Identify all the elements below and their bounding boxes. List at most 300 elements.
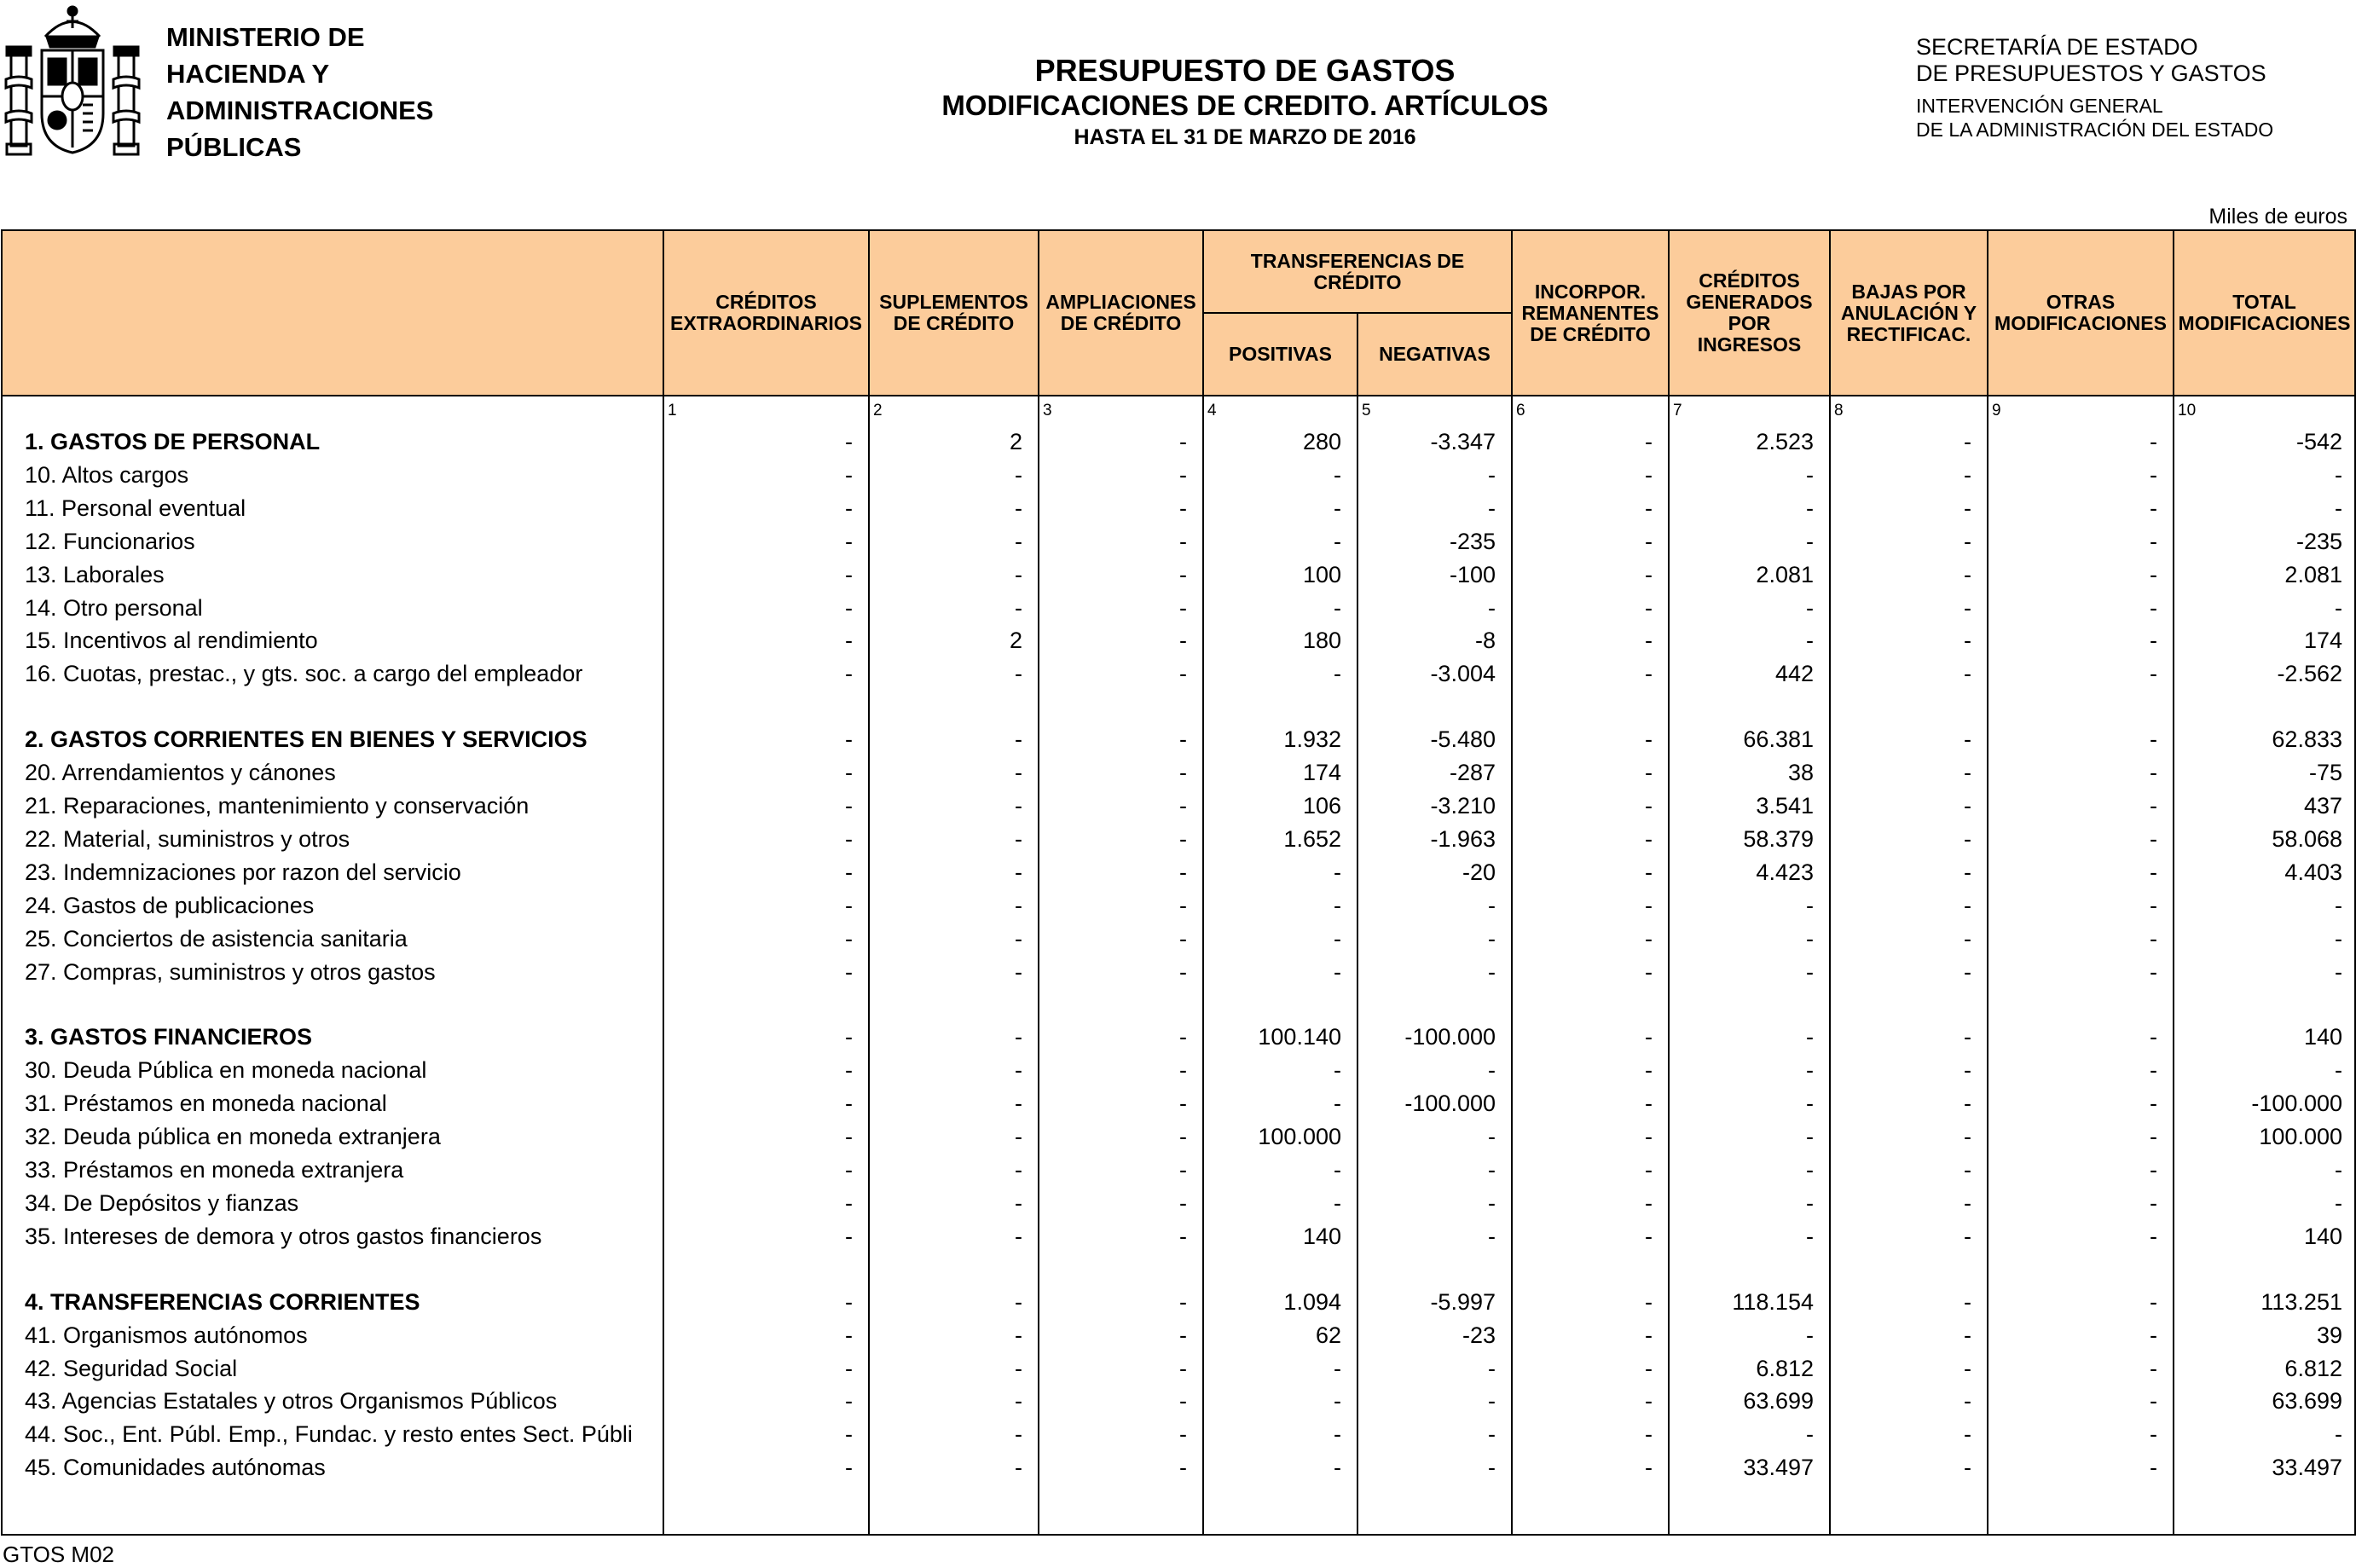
column-9-values: [1988, 396, 2174, 1535]
table-cell: -: [1488, 461, 1496, 488]
table-cell: 180: [1302, 628, 1341, 654]
row-label: 31. Préstamos en moneda nacional: [25, 1091, 387, 1117]
col-header-8: BAJAS POR ANULACIÓN Y RECTIFICAC.: [1830, 230, 1988, 396]
table-cell: -: [2150, 661, 2157, 687]
table-cell: -: [1964, 892, 1971, 918]
table-cell: -: [1806, 1223, 1814, 1249]
table-cell: -: [1645, 892, 1653, 918]
table-cell: -: [1334, 925, 1341, 952]
secretaria-line-2: DE PRESUPUESTOS Y GASTOS: [1916, 61, 2266, 86]
table-cell: -: [2335, 594, 2342, 621]
table-cell: -: [2335, 495, 2342, 521]
table-cell: -: [1806, 1421, 1814, 1448]
row-label: 24. Gastos de publicaciones: [25, 892, 315, 918]
table-cell: -: [1488, 1057, 1496, 1084]
column-number: 3: [1043, 402, 1052, 419]
table-cell: -: [1964, 1223, 1971, 1249]
table-cell: -: [845, 958, 853, 985]
row-label: 21. Reparaciones, mantenimiento y conservación: [25, 793, 530, 819]
table-cell: -: [1964, 925, 1971, 952]
table-cell: -: [1964, 1322, 1971, 1348]
table-cell: -: [2150, 1223, 2157, 1249]
table-cell: -: [1179, 561, 1187, 587]
table-cell: -: [1645, 1388, 1653, 1415]
table-cell: 58.379: [1743, 825, 1814, 852]
table-cell: -: [1334, 495, 1341, 521]
row-label: 45. Comunidades autónomas: [25, 1455, 326, 1481]
table-cell: -: [1964, 561, 1971, 587]
table-cell: -: [1488, 1355, 1496, 1381]
table-cell: -: [1334, 1091, 1341, 1117]
intervencion-line-1: INTERVENCIÓN GENERAL: [1916, 95, 2163, 117]
table-cell: -: [1179, 1421, 1187, 1448]
table-cell: -: [1645, 1157, 1653, 1183]
table-cell: -: [1334, 1421, 1341, 1448]
table-cell: -: [1806, 1124, 1814, 1150]
table-cell: -: [1964, 726, 1971, 753]
table-cell: -: [845, 892, 853, 918]
col-header-10: TOTAL MODIFICACIONES: [2174, 230, 2355, 396]
table-cell: -: [1964, 958, 1971, 985]
table-cell: -: [1964, 825, 1971, 852]
table-cell: 39: [2316, 1322, 2342, 1348]
table-cell: -: [845, 1157, 853, 1183]
table-cell: -: [1964, 793, 1971, 819]
column-number: 2: [873, 402, 883, 419]
ministry-line-2: HACIENDA Y: [166, 59, 330, 89]
table-cell: 33.497: [2272, 1455, 2342, 1481]
table-cell: 442: [1774, 661, 1814, 687]
table-cell: -: [1179, 1322, 1187, 1348]
table-cell: -100: [1449, 561, 1496, 587]
table-cell: 3.541: [1756, 793, 1814, 819]
col-header-5: NEGATIVAS: [1357, 313, 1512, 396]
table-cell: -: [1488, 1388, 1496, 1415]
table-cell: -5.997: [1430, 1288, 1496, 1315]
table-cell: -: [1964, 1288, 1971, 1315]
table-cell: -: [1964, 1421, 1971, 1448]
row-label: 16. Cuotas, prestac., y gts. soc. a cargo del empleador: [25, 661, 583, 687]
table-cell: -: [1488, 1223, 1496, 1249]
table-cell: -: [2150, 925, 2157, 952]
table-cell: -: [2150, 1189, 2157, 1216]
row-label: 42. Seguridad Social: [25, 1355, 238, 1381]
table-cell: -: [1179, 1024, 1187, 1050]
table-cell: -: [1645, 1091, 1653, 1117]
table-cell: -: [2150, 1057, 2157, 1084]
table-cell: 58.068: [2272, 825, 2342, 852]
table-cell: -: [1645, 1124, 1653, 1150]
table-cell: -: [845, 925, 853, 952]
table-cell: -: [1806, 594, 1814, 621]
column-5-values: [1357, 396, 1512, 1535]
table-cell: -: [1964, 1355, 1971, 1381]
table-cell: -: [1645, 528, 1653, 554]
table-cell: -: [1964, 1455, 1971, 1481]
row-label: 10. Altos cargos: [25, 461, 189, 488]
table-cell: -: [845, 495, 853, 521]
table-cell: -: [1179, 726, 1187, 753]
row-label: 23. Indemnizaciones por razon del servicio: [25, 859, 461, 885]
table-cell: 6.812: [1756, 1355, 1814, 1381]
table-cell: -: [2150, 628, 2157, 654]
row-label: 44. Soc., Ent. Públ. Emp., Fundac. y resto entes Sect. Públi: [25, 1421, 633, 1448]
table-cell: -: [2150, 1091, 2157, 1117]
table-cell: -: [1015, 1024, 1022, 1050]
column-number: 5: [1362, 402, 1371, 419]
table-cell: 280: [1302, 429, 1341, 454]
table-cell: -: [1645, 1455, 1653, 1481]
row-label: 22. Material, suministros y otros: [25, 825, 350, 852]
row-label: 43. Agencias Estatales y otros Organismos Públicos: [25, 1388, 558, 1415]
table-cell: -: [1334, 1455, 1341, 1481]
table-cell: 38: [1787, 760, 1814, 786]
table-cell: -: [1964, 1189, 1971, 1216]
table-cell: -: [1015, 1288, 1022, 1315]
table-cell: -: [1964, 1091, 1971, 1117]
coat-of-arms-icon: [4, 3, 141, 165]
row-label: 13. Laborales: [25, 561, 165, 587]
table-cell: -: [1179, 628, 1187, 654]
table-cell: -: [1015, 1057, 1022, 1084]
table-cell: -: [1645, 661, 1653, 687]
table-cell: -: [2335, 958, 2342, 985]
table-cell: -: [1488, 1455, 1496, 1481]
table-cell: -: [1015, 1455, 1022, 1481]
table-cell: -: [1015, 461, 1022, 488]
table-cell: -: [1015, 925, 1022, 952]
table-cell: -: [845, 528, 853, 554]
table-cell: -: [845, 760, 853, 786]
ministry-line-1: MINISTERIO DE: [166, 22, 365, 52]
table-cell: -: [845, 1455, 853, 1481]
table-cell: -: [1179, 1223, 1187, 1249]
table-cell: -: [2335, 1057, 2342, 1084]
table-cell: -: [2335, 1421, 2342, 1448]
table-cell: -: [1488, 1421, 1496, 1448]
table-cell: -: [2150, 561, 2157, 587]
table-cell: -: [2335, 1157, 2342, 1183]
table-cell: -: [1015, 793, 1022, 819]
row-label: 32. Deuda pública en moneda extranjera: [25, 1124, 441, 1150]
table-cell: -: [1488, 1189, 1496, 1216]
table-cell: -: [2150, 1157, 2157, 1183]
table-cell: -: [1964, 859, 1971, 885]
column-6-values: [1512, 396, 1669, 1535]
table-cell: -: [1645, 859, 1653, 885]
table-cell: -: [1179, 661, 1187, 687]
table-cell: -: [1334, 859, 1341, 885]
table-cell: -: [1488, 495, 1496, 521]
secretaria-line-1: SECRETARÍA DE ESTADO: [1916, 34, 2198, 60]
column-10-values: [2174, 396, 2355, 1535]
table-cell: 140: [2303, 1223, 2342, 1249]
report-code: GTOS M02: [3, 1542, 115, 1567]
table-cell: -: [2150, 793, 2157, 819]
table-cell: -: [1645, 1223, 1653, 1249]
table-cell: -: [1179, 1157, 1187, 1183]
table-cell: -: [1179, 1057, 1187, 1084]
table-cell: 66.381: [1743, 726, 1814, 753]
table-cell: -: [1334, 1189, 1341, 1216]
table-cell: -23: [1462, 1322, 1496, 1348]
table-cell: 100.140: [1258, 1024, 1341, 1050]
table-cell: -: [1806, 1091, 1814, 1117]
table-cell: -: [845, 1421, 853, 1448]
table-cell: -: [1645, 561, 1653, 587]
report-period: HASTA EL 31 DE MARZO DE 2016: [1074, 125, 1416, 149]
table-cell: -: [1179, 1388, 1187, 1415]
table-cell: -: [1015, 892, 1022, 918]
table-cell: 140: [2303, 1024, 2342, 1050]
table-cell: 2.523: [1756, 429, 1814, 454]
column-1-values: [663, 396, 869, 1535]
table-cell: 174: [1302, 760, 1341, 786]
table-cell: -: [1645, 1189, 1653, 1216]
table-cell: 2.081: [2284, 561, 2342, 587]
column-2-values: [869, 396, 1039, 1535]
table-cell: -: [1806, 1322, 1814, 1348]
table-cell: 62.833: [2272, 726, 2342, 753]
table-cell: -: [2150, 495, 2157, 521]
table-cell: -: [1179, 461, 1187, 488]
table-cell: -: [1179, 594, 1187, 621]
table-cell: 174: [2303, 628, 2342, 654]
table-cell: -: [2150, 429, 2157, 454]
table-cell: -: [1015, 495, 1022, 521]
table-cell: -: [1015, 661, 1022, 687]
table-cell: -: [1964, 495, 1971, 521]
table-cell: 118.154: [1732, 1288, 1814, 1315]
table-cell: -: [2150, 461, 2157, 488]
row-label: 11. Personal eventual: [25, 495, 246, 521]
table-cell: -: [1645, 793, 1653, 819]
table-cell: -: [845, 1388, 853, 1415]
table-cell: -: [1964, 760, 1971, 786]
table-cell: -100.000: [1404, 1091, 1496, 1117]
table-cell: -: [1964, 661, 1971, 687]
table-cell: -235: [1449, 528, 1496, 554]
table-cell: -: [1488, 594, 1496, 621]
table-cell: -: [1015, 528, 1022, 554]
table-cell: -100.000: [1404, 1024, 1496, 1050]
table-cell: -: [1334, 461, 1341, 488]
table-cell: -: [845, 1024, 853, 1050]
table-cell: -: [1179, 760, 1187, 786]
table-cell: -: [1015, 1189, 1022, 1216]
table-cell: -: [1806, 495, 1814, 521]
col-header-4: POSITIVAS: [1203, 313, 1357, 396]
column-number: 1: [668, 402, 677, 419]
table-cell: -: [1015, 1421, 1022, 1448]
table-cell: -: [2150, 1024, 2157, 1050]
table-cell: 2: [1009, 429, 1022, 454]
table-cell: 1.932: [1283, 726, 1341, 753]
row-label: 41. Organismos autónomos: [25, 1322, 308, 1348]
table-cell: -: [1179, 429, 1187, 454]
table-cell: -: [845, 1322, 853, 1348]
table-cell: -: [2150, 958, 2157, 985]
table-cell: -: [845, 1288, 853, 1315]
table-cell: -: [2335, 892, 2342, 918]
ministry-line-4: PÚBLICAS: [166, 132, 302, 162]
table-cell: -: [1964, 1057, 1971, 1084]
table-cell: 100.000: [1258, 1124, 1341, 1150]
col-header-2: SUPLEMENTOS DE CRÉDITO: [869, 230, 1039, 396]
table-cell: -: [1488, 1157, 1496, 1183]
table-cell: -: [845, 561, 853, 587]
table-cell: -: [1806, 1057, 1814, 1084]
table-cell: 1.652: [1283, 825, 1341, 852]
table-cell: -: [1964, 429, 1971, 454]
table-cell: -: [845, 1223, 853, 1249]
table-cell: -: [1964, 461, 1971, 488]
table-cell: -: [1179, 495, 1187, 521]
table-cell: -: [2150, 594, 2157, 621]
table-cell: -: [1964, 594, 1971, 621]
table-cell: -: [1015, 760, 1022, 786]
table-cell: -: [1645, 1288, 1653, 1315]
column-8-values: [1830, 396, 1988, 1535]
table-cell: -: [1645, 1024, 1653, 1050]
table-cell: -: [845, 1189, 853, 1216]
table-cell: -: [1806, 925, 1814, 952]
table-cell: -: [2335, 1189, 2342, 1216]
table-cell: 1.094: [1283, 1288, 1341, 1315]
table-cell: -: [1806, 1024, 1814, 1050]
row-label: 12. Funcionarios: [25, 528, 195, 554]
table-cell: -: [845, 461, 853, 488]
row-labels-column: [2, 396, 663, 1535]
table-cell: -: [1806, 1157, 1814, 1183]
table-cell: -: [845, 859, 853, 885]
table-cell: -: [1179, 1455, 1187, 1481]
table-cell: -235: [2295, 528, 2342, 554]
table-cell: -: [1179, 825, 1187, 852]
table-cell: 63.699: [1743, 1388, 1814, 1415]
table-cell: -: [1806, 461, 1814, 488]
table-cell: -: [845, 429, 853, 454]
modifications-table: [1, 229, 2356, 1536]
table-cell: 4.403: [2284, 859, 2342, 885]
table-cell: -75: [2308, 760, 2342, 786]
table-cell: 100: [1302, 561, 1341, 587]
table-cell: -: [1488, 925, 1496, 952]
table-cell: -: [1964, 628, 1971, 654]
table-cell: -: [2150, 859, 2157, 885]
table-cell: -: [2150, 760, 2157, 786]
table-cell: -: [1645, 594, 1653, 621]
table-cell: -: [1645, 628, 1653, 654]
table-cell: -: [1488, 892, 1496, 918]
table-cell: -: [845, 594, 853, 621]
table-cell: -: [2335, 461, 2342, 488]
table-cell: -: [1179, 1189, 1187, 1216]
table-cell: -: [1964, 1024, 1971, 1050]
table-cell: -8: [1474, 628, 1496, 654]
table-cell: -: [1179, 892, 1187, 918]
table-cell: -: [1645, 726, 1653, 753]
table-cell: -: [1015, 1124, 1022, 1150]
table-cell: -: [1806, 958, 1814, 985]
table-cell: -: [1964, 1388, 1971, 1415]
table-cell: -: [1179, 958, 1187, 985]
row-label: 4. TRANSFERENCIAS CORRIENTES: [25, 1288, 420, 1315]
row-label: 25. Conciertos de asistencia sanitaria: [25, 925, 408, 952]
table-cell: -: [2150, 1322, 2157, 1348]
table-cell: -3.347: [1430, 429, 1496, 454]
table-cell: -: [1015, 1091, 1022, 1117]
table-cell: -: [1645, 925, 1653, 952]
ministry-line-3: ADMINISTRACIONES: [166, 95, 434, 125]
row-label: 27. Compras, suministros y otros gastos: [25, 958, 436, 985]
table-cell: -: [1179, 1124, 1187, 1150]
row-label: 30. Deuda Pública en moneda nacional: [25, 1057, 427, 1084]
column-number: 6: [1516, 402, 1525, 419]
table-cell: -: [1334, 661, 1341, 687]
table-cell: -: [1015, 1322, 1022, 1348]
table-cell: 2: [1009, 628, 1022, 654]
table-cell: -: [1179, 793, 1187, 819]
table-cell: -: [1964, 1157, 1971, 1183]
issuing-office: [1916, 34, 2273, 142]
table-cell: -: [1964, 1124, 1971, 1150]
table-cell: -: [1488, 958, 1496, 985]
report-titles: [819, 53, 1671, 152]
table-cell: -: [2150, 825, 2157, 852]
table-cell: -: [1645, 1322, 1653, 1348]
col-header-6: INCORPOR. REMANENTES DE CRÉDITO: [1512, 230, 1669, 396]
table-cell: -: [1806, 892, 1814, 918]
table-cell: -: [1179, 1355, 1187, 1381]
row-label: 34. De Depósitos y fianzas: [25, 1189, 299, 1216]
table-cell: -: [2150, 1455, 2157, 1481]
table-cell: 2.081: [1756, 561, 1814, 587]
row-label: 2. GASTOS CORRIENTES EN BIENES Y SERVICIOS: [25, 726, 588, 753]
table-cell: -: [2150, 1355, 2157, 1381]
table-cell: -: [1015, 726, 1022, 753]
table-cell: -: [1179, 528, 1187, 554]
table-cell: -: [1015, 561, 1022, 587]
table-cell: -: [1179, 1091, 1187, 1117]
col-header-7: CRÉDITOS GENERADOS POR INGRESOS: [1669, 230, 1830, 396]
table-cell: -: [1645, 461, 1653, 488]
table-cell: -: [1488, 1124, 1496, 1150]
table-cell: -: [1015, 594, 1022, 621]
table-cell: -3.004: [1430, 661, 1496, 687]
table-cell: -: [2150, 892, 2157, 918]
table-cell: -: [1015, 1388, 1022, 1415]
table-cell: 4.423: [1756, 859, 1814, 885]
table-cell: -: [845, 825, 853, 852]
table-cell: -: [1015, 825, 1022, 852]
table-cell: -: [2335, 925, 2342, 952]
table-cell: 140: [1302, 1223, 1341, 1249]
table-cell: -: [845, 661, 853, 687]
col-header-9: OTRAS MODIFICACIONES: [1988, 230, 2174, 396]
table-cell: -: [845, 1057, 853, 1084]
table-cell: 6.812: [2284, 1355, 2342, 1381]
table-cell: -: [1015, 1223, 1022, 1249]
transferencias-group-header: TRANSFERENCIAS DE CRÉDITO: [1203, 230, 1512, 313]
table-cell: 100.000: [2259, 1124, 2342, 1150]
column-number: 8: [1834, 402, 1844, 419]
table-cell: -: [1645, 1355, 1653, 1381]
table-cell: 113.251: [2260, 1288, 2342, 1315]
intervencion-line-2: DE LA ADMINISTRACIÓN DEL ESTADO: [1916, 119, 2274, 141]
row-label: 33. Préstamos en moneda extranjera: [25, 1157, 404, 1183]
column-3-values: [1039, 396, 1203, 1535]
